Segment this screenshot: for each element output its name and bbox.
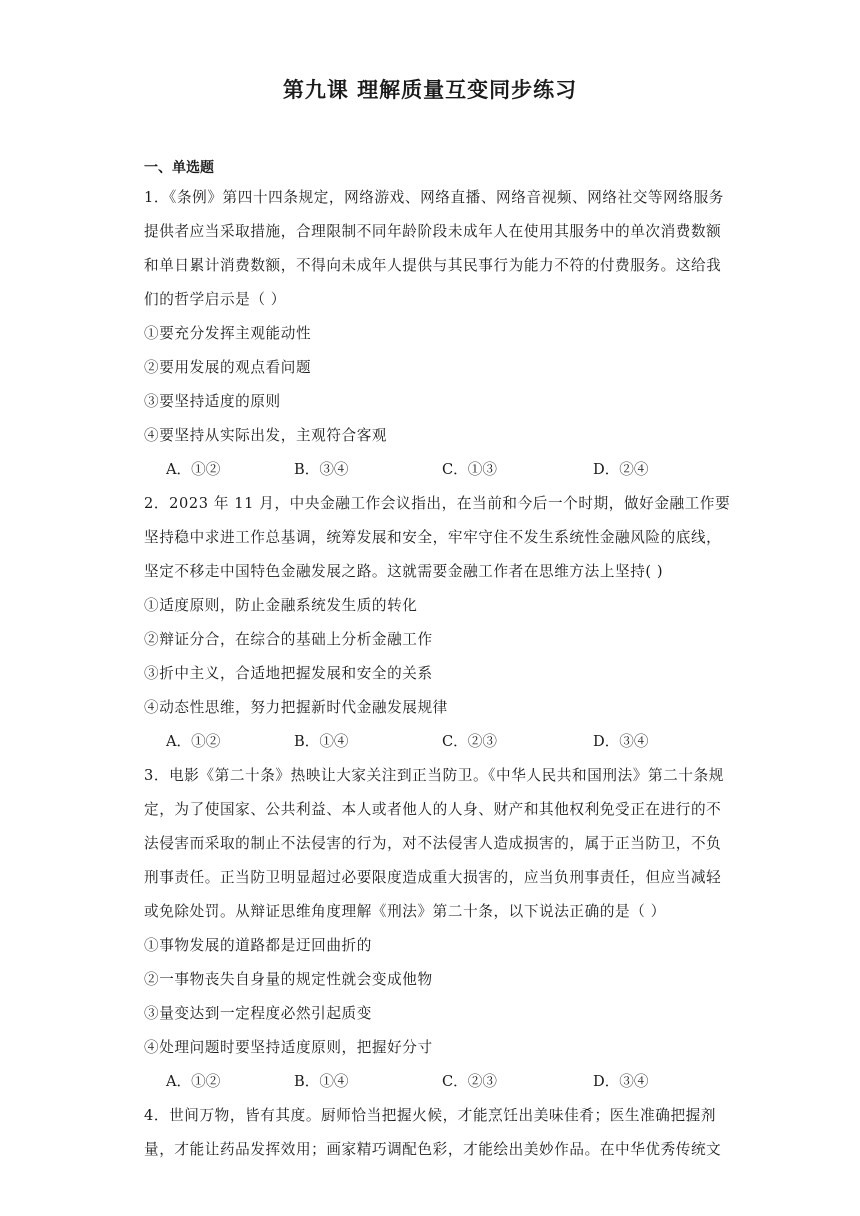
statement-item: ②一事物丧失自身量的规定性就会变成他物 — [144, 971, 433, 988]
statement-item: ①事物发展的道路都是迂回曲折的 — [144, 937, 372, 954]
option-d: D．③④ — [593, 733, 649, 750]
question-3 — [144, 759, 724, 1099]
question-stem-line: 4．世间万物，皆有其度。厨师恰当把握火候，才能烹饪出美味佳肴；医生准确把握剂 — [144, 1107, 717, 1124]
statement-item: ④要坚持从实际出发，主观符合客观 — [144, 427, 388, 444]
document-title: 第九课 理解质量互变同步练习 — [282, 78, 578, 102]
statement-item: ②辩证分合，在综合的基础上分析金融工作 — [144, 631, 433, 648]
statement-item: ①适度原则，防止金融系统发生质的转化 — [144, 597, 418, 614]
question-2 — [144, 487, 731, 759]
statement-item: ④处理问题时要坚持适度原则，把握好分寸 — [144, 1039, 433, 1056]
option-b: B．①④ — [294, 1073, 349, 1090]
statement-item: ②要用发展的观点看问题 — [144, 359, 312, 376]
option-d: D．②④ — [593, 461, 649, 478]
option-b: B．①④ — [294, 733, 349, 750]
section-heading: 一、单选题 — [144, 160, 214, 176]
question-stem-line: 量，才能让药品发挥效用；画家精巧调配色彩，才能绘出美妙作品。在中华优秀传统文 — [144, 1141, 722, 1158]
option-c: C．②③ — [442, 733, 497, 750]
option-a: A．①② — [166, 733, 221, 750]
question-stem-line: 1．《条例》第四十四条规定，网络游戏、网络直播、网络音视频、网络社交等网络服务 — [144, 189, 724, 206]
statement-item: ①要充分发挥主观能动性 — [144, 325, 312, 342]
statement-item: ③量变达到一定程度必然引起质变 — [144, 1005, 372, 1022]
answer-options — [144, 1065, 720, 1099]
answer-options — [144, 725, 720, 759]
question-list — [144, 181, 731, 1167]
option-d: D．③④ — [593, 1073, 649, 1090]
question-stem-line: 刑事责任。正当防卫明显超过必要限度造成重大损害的，应当负刑事责任，但应当减轻 — [144, 869, 722, 886]
question-stem-line: 和单日累计消费数额，不得向未成年人提供与其民事行为能力不符的付费服务。这给我 — [144, 257, 722, 274]
option-c: C．②③ — [442, 1073, 497, 1090]
option-b: B．③④ — [294, 461, 349, 478]
option-c: C．①③ — [442, 461, 497, 478]
question-stem-line: 坚定不移走中国特色金融发展之路。这就需要金融工作者在思维方法上坚持( ) — [144, 563, 664, 580]
question-stem-line: 法侵害而采取的制止不法侵害的行为，对不法侵害人造成损害的，属于正当防卫，不负 — [144, 835, 722, 852]
option-a: A．①② — [166, 1073, 221, 1090]
statement-item: ③折中主义，合适地把握发展和安全的关系 — [144, 665, 433, 682]
question-stem-line: 2．2023 年 11 月，中央金融工作会议指出，在当前和今后一个时期，做好金融工作要 — [144, 495, 731, 512]
question-stem-line: 坚持稳中求进工作总基调，统筹发展和安全，牢牢守住不发生系统性金融风险的底线， — [144, 529, 722, 546]
option-a: A．①② — [166, 461, 221, 478]
question-1 — [144, 181, 724, 487]
question-stem-line: 或免除处罚。从辩证思维角度理解《刑法》第二十条，以下说法正确的是（ ） — [144, 903, 666, 920]
statement-item: ④动态性思维，努力把握新时代金融发展规律 — [144, 699, 448, 716]
question-stem-line: 3．电影《第二十条》热映让大家关注到正当防卫。《中华人民共和国刑法》第二十条规 — [144, 767, 724, 784]
statement-item: ③要坚持适度的原则 — [144, 393, 281, 410]
question-stem-line: 们的哲学启示是（ ） — [144, 291, 286, 308]
answer-options — [144, 453, 720, 487]
question-stem-line: 提供者应当采取措施，合理限制不同年龄阶段未成年人在使用其服务中的单次消费数额 — [144, 223, 722, 240]
question-stem-line: 定，为了使国家、公共利益、本人或者他人的人身、财产和其他权利免受正在进行的不 — [144, 801, 722, 818]
question-4 — [144, 1099, 720, 1167]
